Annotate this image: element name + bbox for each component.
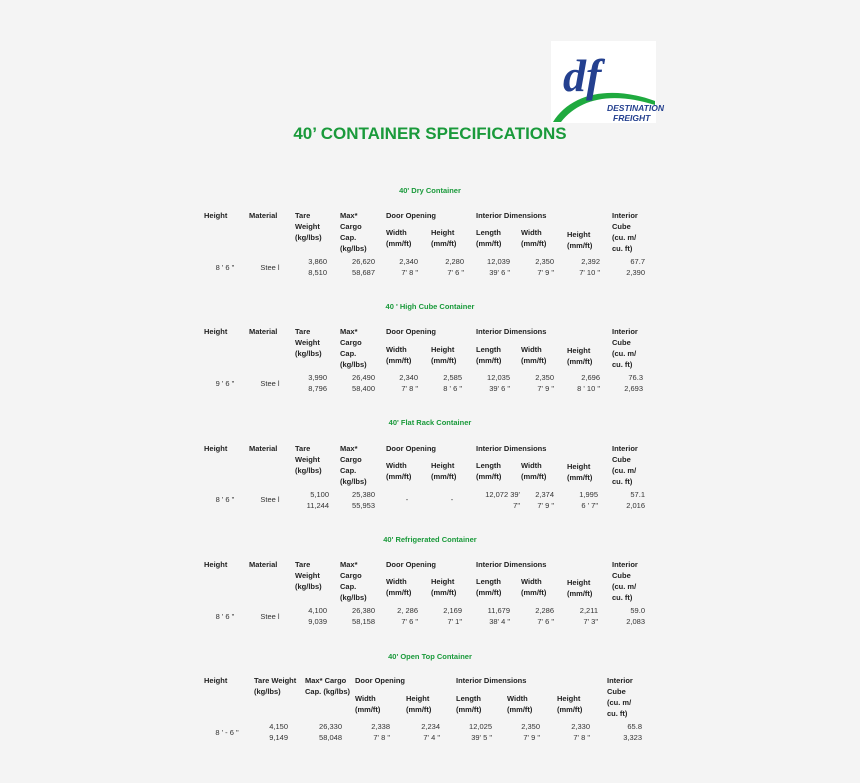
header-height: Height: [204, 211, 228, 220]
svg-text:DESTINATION: DESTINATION: [607, 103, 664, 113]
section-title-high-cube: 40 ' High Cube Container: [385, 302, 475, 311]
header-max-cargo: Max* Cargo Cap. (kg/lbs): [340, 327, 367, 369]
cell-door-height: 2,169 7' 1": [443, 606, 462, 626]
header-max-cargo: Max* Cargo Cap. (kg/lbs): [340, 560, 367, 602]
section-title-open-top: 40' Open Top Container: [388, 652, 472, 661]
header-interior-dimensions: Interior Dimensions: [456, 676, 527, 685]
header-tare-weight: Tare Weight (kg/lbs): [254, 676, 297, 696]
svg-text:df: df: [563, 50, 602, 101]
header-interior-cube: Interior Cube (cu. m/ cu. ft): [612, 560, 638, 602]
cell-interior-height: 1,995 6 ' 7": [579, 490, 598, 510]
cell-interior-width: 2,374 7' 9 ": [535, 490, 554, 510]
cell-door-width: -: [405, 495, 409, 504]
cell-door-height: 2,280 7' 6 ": [445, 257, 464, 277]
cell-material: Stee l: [260, 612, 280, 621]
header-interior-dimensions: Interior Dimensions: [476, 327, 547, 336]
cell-interior-width: 2,350 7' 9 ": [521, 722, 540, 742]
cell-door-width: 2, 286 7' 6 ": [397, 606, 418, 626]
header-tare-weight: Tare Weight (kg/lbs): [295, 327, 322, 358]
header-interior-width: Width (mm/ft): [521, 345, 547, 365]
header-tare-weight: Tare Weight (kg/lbs): [295, 211, 322, 242]
cell-door-height: -: [450, 495, 454, 504]
header-interior-dimensions: Interior Dimensions: [476, 444, 547, 453]
header-door-width: Width (mm/ft): [386, 345, 412, 365]
header-door-height: Height (mm/ft): [431, 345, 457, 365]
svg-text:FREIGHT: FREIGHT: [613, 113, 651, 123]
cell-interior-width: 2,350 7' 9 ": [535, 257, 554, 277]
header-door-width: Width (mm/ft): [386, 228, 412, 248]
header-material: Material: [249, 560, 278, 569]
section-title-refrigerated: 40' Refrigerated Container: [383, 535, 477, 544]
cell-max-cargo: 26,380 58,158: [352, 606, 375, 626]
cell-interior-length: 12,035 39' 6 ": [487, 373, 510, 393]
cell-door-height: 2,585 8 ' 6 ": [443, 373, 462, 393]
cell-door-height: 2,234 7' 4 ": [421, 722, 440, 742]
header-interior-length: Length (mm/ft): [476, 228, 502, 248]
cell-height: 8 ' 6 ": [215, 263, 235, 272]
header-door-opening: Door Opening: [386, 211, 436, 220]
cell-material: Stee l: [260, 263, 280, 272]
cell-tare: 4,100 9,039: [308, 606, 327, 626]
cell-interior-height: 2,330 7' 8 ": [571, 722, 590, 742]
cell-interior-height: 2,696 8 ' 10 ": [577, 373, 600, 393]
section-title-flat-rack: 40' Flat Rack Container: [388, 418, 472, 427]
cell-interior-width: 2,350 7' 9 ": [535, 373, 554, 393]
header-door-height: Height (mm/ft): [431, 577, 457, 597]
cell-interior-cube: 76.3 2,693: [624, 373, 643, 393]
header-door-height: Height (mm/ft): [431, 228, 457, 248]
header-height: Height: [204, 560, 228, 569]
cell-interior-cube: 65.8 3,323: [623, 722, 642, 742]
header-interior-cube: Interior Cube (cu. m/ cu. ft): [612, 444, 638, 486]
header-interior-height: Height (mm/ft): [567, 462, 593, 482]
header-interior-width: Width (mm/ft): [521, 577, 547, 597]
cell-height: 8 ' - 6 ": [215, 728, 239, 737]
header-interior-width: Width (mm/ft): [521, 228, 547, 248]
header-interior-width: Width (mm/ft): [507, 694, 533, 714]
header-door-width: Width (mm/ft): [386, 577, 412, 597]
header-interior-height: Height (mm/ft): [567, 346, 593, 366]
cell-interior-cube: 59.0 2,083: [626, 606, 645, 626]
header-max-cargo: Max* Cargo Cap. (kg/lbs): [340, 444, 367, 486]
header-door-height: Height (mm/ft): [431, 461, 457, 481]
cell-tare: 4,150 9,149: [269, 722, 288, 742]
header-height: Height: [204, 444, 228, 453]
header-interior-length: Length (mm/ft): [456, 694, 482, 714]
header-interior-height: Height (mm/ft): [567, 578, 593, 598]
cell-interior-length: 12,039 39' 6 ": [487, 257, 510, 277]
header-door-width: Width (mm/ft): [355, 694, 381, 714]
header-max-cargo: Max* Cargo Cap. (kg/lbs): [340, 211, 367, 253]
header-tare-weight: Tare Weight (kg/lbs): [295, 444, 322, 475]
header-door-width: Width (mm/ft): [386, 461, 412, 481]
header-door-opening: Door Opening: [386, 444, 436, 453]
cell-tare: 5,100 11,244: [306, 490, 329, 510]
cell-material: Stee l: [260, 379, 280, 388]
cell-interior-length: 12,072 39' 7": [485, 490, 520, 510]
cell-interior-cube: 67.7 2,390: [626, 257, 645, 277]
cell-max-cargo: 26,490 58,400: [352, 373, 375, 393]
header-material: Material: [249, 444, 278, 453]
cell-height: 8 ' 6 ": [215, 612, 235, 621]
header-height: Height: [204, 327, 228, 336]
cell-max-cargo: 25,380 55,953: [352, 490, 375, 510]
destination-freight-logo: [551, 41, 664, 123]
cell-material: Stee l: [260, 495, 280, 504]
header-interior-cube: Interior Cube (cu. m/ cu. ft): [612, 211, 638, 253]
header-interior-dimensions: Interior Dimensions: [476, 211, 547, 220]
cell-max-cargo: 26,330 58,048: [319, 722, 342, 742]
header-tare-weight: Tare Weight (kg/lbs): [295, 560, 322, 591]
header-interior-cube: Interior Cube (cu. m/ cu. ft): [607, 676, 633, 718]
header-door-opening: Door Opening: [355, 676, 405, 685]
header-interior-height: Height (mm/ft): [557, 694, 583, 714]
cell-interior-height: 2,211 7' 3": [579, 606, 598, 626]
header-height: Height: [204, 676, 228, 685]
cell-height: 9 ' 6 ": [215, 379, 235, 388]
cell-interior-height: 2,392 7' 10 ": [579, 257, 600, 277]
cell-interior-length: 11,679 38' 4 ": [487, 606, 510, 626]
cell-door-width: 2,340 7' 8 ": [399, 257, 418, 277]
header-material: Material: [249, 327, 278, 336]
header-interior-height: Height (mm/ft): [567, 230, 593, 250]
header-interior-length: Length (mm/ft): [476, 345, 502, 365]
document-title: 40’ CONTAINER SPECIFICATIONS: [293, 124, 567, 143]
cell-door-width: 2,340 7' 8 ": [399, 373, 418, 393]
header-material: Material: [249, 211, 278, 220]
header-interior-length: Length (mm/ft): [476, 577, 502, 597]
cell-interior-length: 12,025 39' 5 ": [469, 722, 492, 742]
header-interior-width: Width (mm/ft): [521, 461, 547, 481]
header-interior-cube: Interior Cube (cu. m/ cu. ft): [612, 327, 638, 369]
header-interior-length: Length (mm/ft): [476, 461, 502, 481]
header-door-opening: Door Opening: [386, 560, 436, 569]
cell-tare: 3,860 8,510: [308, 257, 327, 277]
header-door-height: Height (mm/ft): [406, 694, 432, 714]
section-title-dry: 40' Dry Container: [399, 186, 461, 195]
header-interior-dimensions: Interior Dimensions: [476, 560, 547, 569]
cell-height: 8 ' 6 ": [215, 495, 235, 504]
header-door-opening: Door Opening: [386, 327, 436, 336]
cell-interior-width: 2,286 7' 6 ": [535, 606, 554, 626]
cell-door-width: 2,338 7' 8 ": [371, 722, 390, 742]
cell-tare: 3,990 8,796: [308, 373, 327, 393]
cell-max-cargo: 26,620 58,687: [352, 257, 375, 277]
header-max-cargo: Max* Cargo Cap. (kg/lbs): [305, 676, 351, 696]
cell-interior-cube: 57.1 2,016: [626, 490, 645, 510]
